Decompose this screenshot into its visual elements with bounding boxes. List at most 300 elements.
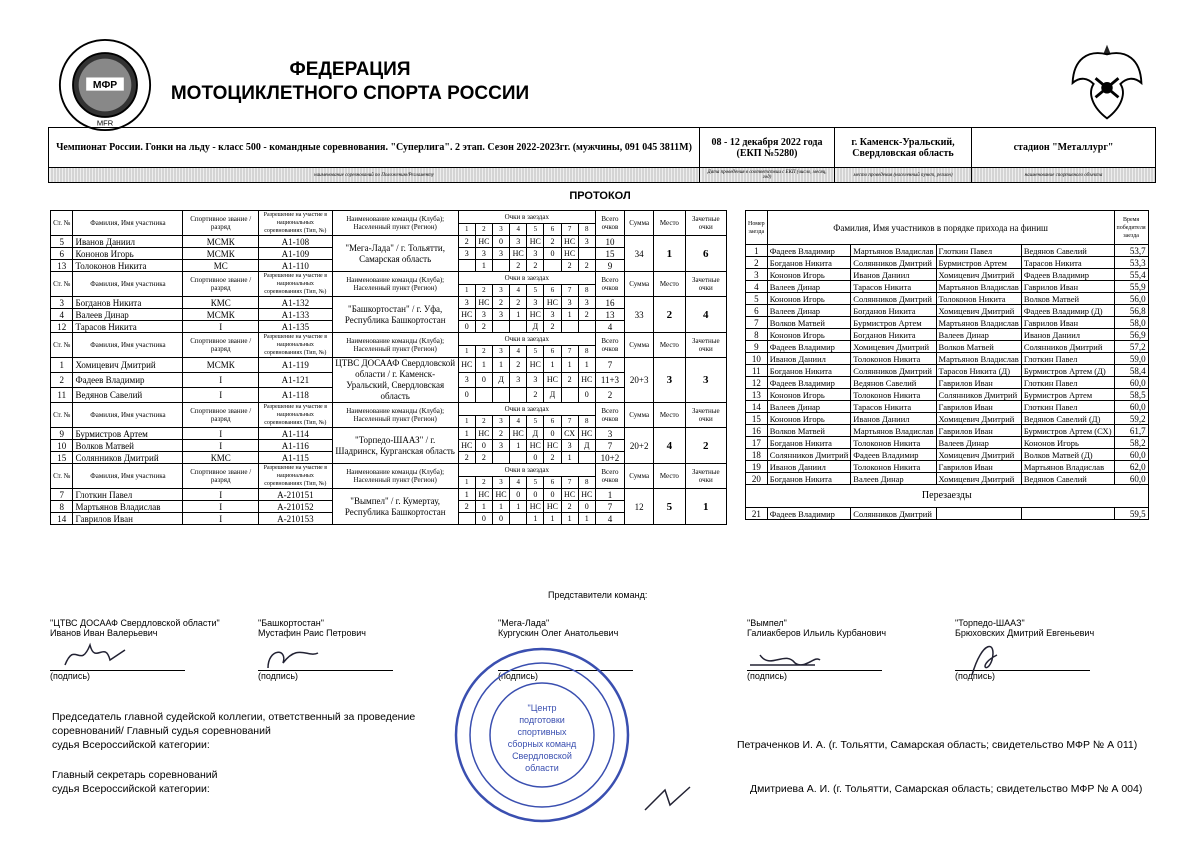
heat-points: 3	[492, 309, 509, 321]
col-name: Фамилия, Имя участника	[73, 403, 183, 428]
heat-time: 56,0	[1114, 293, 1148, 305]
heat-points: 1	[544, 513, 561, 525]
heat-points: 0	[578, 388, 595, 403]
protocol-title: ПРОТОКОЛ	[569, 190, 631, 202]
rider-license: А1-109	[259, 248, 333, 260]
event-ekp: (ЕКП №5280)	[736, 147, 798, 159]
heat-rider: Валеев Динар	[936, 329, 1021, 341]
heat-points	[458, 260, 475, 272]
official-stamp	[452, 645, 632, 825]
rider-name: Бурмистров Артем	[73, 428, 183, 440]
heat-rider: Солянников Дмитрий	[767, 449, 851, 461]
rider-row	[51, 236, 727, 248]
heat-points: 1	[527, 513, 544, 525]
heat-rider: Кононов Игорь	[1021, 437, 1114, 449]
heat-points: Д	[492, 373, 509, 388]
heat-rider: Тарасов Никита	[1021, 257, 1114, 269]
heat-points: 1	[578, 358, 595, 373]
heat-points: 2	[510, 358, 527, 373]
heat-points: 0	[544, 248, 561, 260]
heat-points: 2	[544, 452, 561, 464]
col-license: Разрешение на участие в национальных соревнованиях (Тип, №)	[259, 211, 333, 236]
heat-rider: Иванов Даниил	[851, 269, 936, 281]
event-venue: стадион "Металлург"	[972, 128, 1156, 168]
heat-points: 2	[527, 388, 544, 403]
heat-rider: Хомицевич Дмитрий	[851, 341, 936, 353]
secretary-label	[52, 768, 217, 796]
heat-points: 3	[458, 297, 475, 309]
rider-total: 2	[595, 388, 624, 403]
col-sum: Сумма	[625, 272, 654, 297]
heat-points	[492, 321, 509, 333]
heat-rider: Солянников Дмитрий	[851, 293, 936, 305]
rider-name: Богданов Никита	[73, 297, 183, 309]
heat-time: 59,0	[1114, 353, 1148, 365]
heat-num: 1	[458, 223, 475, 236]
heat-points: 1	[492, 358, 509, 373]
rider-rank: I	[183, 373, 259, 388]
heat-time: 59,2	[1114, 413, 1148, 425]
heat-points	[561, 321, 578, 333]
heat-rider: Мартьянов Владислав	[1021, 461, 1114, 473]
heat-points: 3	[475, 248, 492, 260]
heat-rider: Солянников Дмитрий	[936, 389, 1021, 401]
col-name: Фамилия, Имя участника	[73, 464, 183, 489]
svg-text:спортивных: спортивных	[517, 727, 567, 737]
heat-num: 4	[510, 284, 527, 297]
heat-points: 3	[527, 297, 544, 309]
rider-license: А1-110	[259, 260, 333, 272]
heat-rider: Толоконов Никита	[851, 437, 936, 449]
heat-rider: Фадеев Владимир	[767, 508, 851, 520]
heat-points: 3	[561, 297, 578, 309]
heat-points: 1	[561, 513, 578, 525]
signature-secretary	[640, 785, 700, 815]
emblem-eagle-icon	[1068, 40, 1146, 126]
heat-points: 2	[527, 260, 544, 272]
col-place: Место	[654, 403, 685, 428]
heat-points: НС	[544, 297, 561, 309]
heats-header-row	[746, 211, 1149, 245]
team-place: 3	[654, 358, 685, 403]
heat-num: 8	[578, 476, 595, 489]
heat-points: НС	[527, 309, 544, 321]
heat-row	[746, 257, 1149, 269]
rep-caption: (подпись)	[258, 671, 299, 681]
team-points: 4	[685, 297, 726, 333]
rep-caption: (подпись)	[498, 671, 539, 681]
team-place: 1	[654, 236, 685, 272]
heat-points: НС	[544, 501, 561, 513]
rider-name: Иванов Даниил	[73, 236, 183, 248]
heat-num: 2	[475, 345, 492, 358]
heat-points	[578, 248, 595, 260]
heat-rider: Тарасов Никита	[851, 281, 936, 293]
rider-name: Глоткин Павел	[73, 489, 183, 501]
svg-text:Свердловской: Свердловской	[512, 751, 572, 761]
rider-total: 4	[595, 513, 624, 525]
event-place: г. Каменск-Уральский, Свердловская область	[835, 128, 972, 168]
heat-rider: Иванов Даниил	[767, 353, 851, 365]
heat-num: 7	[561, 345, 578, 358]
heat-rider: Солянников Дмитрий	[1021, 341, 1114, 353]
rider-st: 5	[51, 236, 73, 248]
heat-row	[746, 353, 1149, 365]
heat-row	[746, 413, 1149, 425]
col-rank: Спортивное звание / разряд	[183, 464, 259, 489]
col-points: Очки в заездах	[458, 211, 595, 224]
heat-time: 61,7	[1114, 425, 1148, 437]
rider-total: 3	[595, 428, 624, 440]
rider-license: А-210151	[259, 489, 333, 501]
heat-points: НС	[510, 428, 527, 440]
heat-points: 2	[458, 452, 475, 464]
team-name: "Торпедо-ШААЗ" / г. Шадринск, Курганская область	[332, 428, 458, 464]
heat-time: 60,0	[1114, 449, 1148, 461]
rider-license: А1-132	[259, 297, 333, 309]
heat-row	[746, 389, 1149, 401]
rep-person: Иванов Иван Валерьевич	[50, 628, 158, 638]
heat-num: 1	[458, 415, 475, 428]
rider-name: Мартьянов Владислав	[73, 501, 183, 513]
rider-license: А1-119	[259, 358, 333, 373]
heat-points: 2	[492, 428, 509, 440]
heat-points: 2	[561, 373, 578, 388]
rider-rank: МСМК	[183, 309, 259, 321]
heat-row	[746, 365, 1149, 377]
heat-rider: Валеев Динар	[767, 401, 851, 413]
heat-time: 60,0	[1114, 401, 1148, 413]
event-date-range: 08 - 12 декабря 2022 года	[711, 136, 823, 148]
heat-points: 2	[561, 260, 578, 272]
heat-points: НС	[475, 236, 492, 248]
rep-team: "ЦТВС ДОСААФ Свердловской области"	[50, 618, 220, 628]
col-total: Всего очков	[595, 211, 624, 236]
team-name: "Башкортостан" / г. Уфа, Республика Башкортостан	[332, 297, 458, 333]
heat-rider: Фадеев Владимир	[767, 341, 851, 353]
rider-row	[51, 358, 727, 373]
heat-rider: Гаврилов Иван	[936, 377, 1021, 389]
team-header-row	[51, 403, 727, 416]
heat-points: 1	[510, 440, 527, 452]
rider-st: 6	[51, 248, 73, 260]
col-team: Наименование команды (Клуба); Населенный пункт (Регион)	[332, 464, 458, 489]
rep-caption: (подпись)	[955, 671, 996, 681]
heat-num: 1	[458, 476, 475, 489]
rep-team: "Башкортостан"	[258, 618, 324, 628]
col-total: Всего очков	[595, 333, 624, 358]
heat-points: 2	[510, 260, 527, 272]
heat-number: 3	[746, 269, 768, 281]
team-header-row	[51, 333, 727, 346]
heat-rider: Валеев Динар	[767, 305, 851, 317]
heat-points	[561, 388, 578, 403]
rep-person: Галиакберов Ильиль Курбанович	[747, 628, 887, 638]
heat-number: 14	[746, 401, 768, 413]
heat-points: 0	[527, 452, 544, 464]
rider-st: 3	[51, 297, 73, 309]
heat-num: 1	[458, 284, 475, 297]
heat-rider: Толоконов Никита	[851, 389, 936, 401]
rider-license: А1-114	[259, 428, 333, 440]
rider-rank: МСМК	[183, 236, 259, 248]
rider-total: 7	[595, 501, 624, 513]
heat-points: НС	[458, 440, 475, 452]
rep-team: "Торпедо-ШААЗ"	[955, 618, 1025, 628]
heat-points: НС	[578, 489, 595, 501]
team-header-row	[51, 211, 727, 224]
heat-rider: Хомицевич Дмитрий	[936, 305, 1021, 317]
heat-points: 2	[492, 297, 509, 309]
heat-number: 10	[746, 353, 768, 365]
heat-rider: Солянников Дмитрий	[851, 508, 936, 520]
heat-rider: Солянников Дмитрий	[851, 365, 936, 377]
heat-num: 2	[475, 476, 492, 489]
rider-name: Ведянов Савелий	[73, 388, 183, 403]
col-sum: Сумма	[625, 403, 654, 428]
heat-points: НС	[527, 440, 544, 452]
rider-rank: I	[183, 321, 259, 333]
heat-points: СХ	[561, 428, 578, 440]
heat-number: 2	[746, 257, 768, 269]
chief-judge-name: Петраченков И. А. (г. Тольятти, Самарская область; свидетельство МФР № А 011)	[737, 739, 1138, 751]
heat-rider: Бурмистров Артем (СХ)	[1021, 425, 1114, 437]
heat-points	[492, 260, 509, 272]
chief-judge-label-line2: соревнований/ Главный судья соревнований	[52, 725, 271, 737]
col-team-points: Зачетные очки	[685, 403, 726, 428]
event-dates-caption: Дата проведения в соответствии с ЕКП (число, месяц, год)	[700, 168, 835, 183]
heat-row	[746, 449, 1149, 461]
rider-rank: I	[183, 501, 259, 513]
col-st: Ст. №	[51, 403, 73, 428]
rider-rank: МС	[183, 260, 259, 272]
heat-points: 3	[458, 248, 475, 260]
heat-points: 1	[458, 489, 475, 501]
heat-points: 3	[578, 236, 595, 248]
rider-rank: I	[183, 388, 259, 403]
heat-rider: Глоткин Павел	[1021, 401, 1114, 413]
signature-2	[258, 638, 328, 678]
rider-license: А-210152	[259, 501, 333, 513]
heat-num: 6	[544, 415, 561, 428]
rider-total: 15	[595, 248, 624, 260]
col-team: Наименование команды (Клуба); Населенный пункт (Регион)	[332, 333, 458, 358]
heat-points: 0	[475, 373, 492, 388]
heat-points: 2	[458, 501, 475, 513]
svg-text:МФР: МФР	[92, 79, 118, 91]
heat-points	[475, 388, 492, 403]
heat-number: 17	[746, 437, 768, 449]
heat-number: 9	[746, 341, 768, 353]
col-name: Фамилия, Имя участника	[73, 211, 183, 236]
heat-points: НС	[458, 358, 475, 373]
col-sum: Сумма	[625, 464, 654, 489]
heat-points: 1	[578, 513, 595, 525]
heat-points: 1	[561, 358, 578, 373]
heat-number: 20	[746, 473, 768, 485]
rider-license: А1-115	[259, 452, 333, 464]
team-points: 2	[685, 428, 726, 464]
secretary-label-line2: судья Всероссийской категории:	[52, 783, 210, 795]
heat-rider: Кононов Игорь	[767, 293, 851, 305]
heat-rider: Хомицевич Дмитрий	[936, 413, 1021, 425]
rider-name: Солянников Дмитрий	[73, 452, 183, 464]
heat-num: 3	[492, 223, 509, 236]
heat-rider: Тарасов Никита	[851, 401, 936, 413]
heat-points	[510, 513, 527, 525]
team-points: 6	[685, 236, 726, 272]
col-points: Очки в заездах	[458, 333, 595, 346]
federation-title	[150, 58, 550, 106]
heat-points: 3	[527, 373, 544, 388]
heat-rider: Мартьянов Владислав	[936, 281, 1021, 293]
col-heat: Номер заезда	[746, 211, 768, 245]
heat-points: 1	[510, 501, 527, 513]
heat-num: 8	[578, 284, 595, 297]
col-team: Наименование команды (Клуба); Населенный пункт (Регион)	[332, 211, 458, 236]
heats-table	[745, 210, 1149, 520]
heat-time: 56,9	[1114, 329, 1148, 341]
heat-num: 6	[544, 476, 561, 489]
heat-row	[746, 317, 1149, 329]
rep-person: Брюховских Дмитрий Евгеньевич	[955, 628, 1095, 638]
heat-points: НС	[561, 489, 578, 501]
rider-license: А1-118	[259, 388, 333, 403]
team-place: 5	[654, 489, 685, 525]
heat-points: НС	[544, 373, 561, 388]
rider-rank: I	[183, 489, 259, 501]
heat-points: 3	[527, 248, 544, 260]
heat-row	[746, 437, 1149, 449]
heat-num: 5	[527, 415, 544, 428]
heat-num: 3	[492, 345, 509, 358]
rep-person: Мустафин Раис Петрович	[258, 628, 366, 638]
heat-rider: Богданов Никита	[767, 365, 851, 377]
heat-points	[544, 260, 561, 272]
heat-row	[746, 425, 1149, 437]
team-header-row	[51, 272, 727, 285]
secretary-name: Дмитриева А. И. (г. Тольятти, Самарская область; свидетельство МФР № А 004)	[750, 783, 1143, 795]
heat-num: 8	[578, 345, 595, 358]
col-team: Наименование команды (Клуба); Населенный пункт (Регион)	[332, 403, 458, 428]
heat-number: 11	[746, 365, 768, 377]
rep-person: Кургускин Олег Анатольевич	[498, 628, 619, 638]
heat-num: 7	[561, 476, 578, 489]
heat-rider: Ведянов Савелий (Д)	[1021, 413, 1114, 425]
signature-4	[745, 645, 825, 675]
chief-judge-label	[52, 710, 415, 752]
heat-num: 8	[578, 223, 595, 236]
heat-points: 2	[475, 452, 492, 464]
heat-points: 1	[561, 452, 578, 464]
rider-license: А1-135	[259, 321, 333, 333]
heat-time: 58,0	[1114, 317, 1148, 329]
col-names: Фамилия, Имя участников в порядке прихода на финиш	[767, 211, 1114, 245]
team-place: 2	[654, 297, 685, 333]
col-team: Наименование команды (Клуба); Населенный пункт (Регион)	[332, 272, 458, 297]
col-points: Очки в заездах	[458, 464, 595, 477]
rider-total: 1	[595, 489, 624, 501]
heat-rider: Валеев Динар	[936, 437, 1021, 449]
heat-num: 5	[527, 223, 544, 236]
col-st: Ст. №	[51, 211, 73, 236]
heat-points: 2	[544, 236, 561, 248]
heat-rider: Богданов Никита	[851, 329, 936, 341]
heat-rider: Глоткин Павел	[936, 245, 1021, 257]
heat-rider: Богданов Никита	[851, 305, 936, 317]
heat-num: 4	[510, 415, 527, 428]
heat-points: НС	[578, 428, 595, 440]
heat-points: НС	[458, 309, 475, 321]
rider-rank: КМС	[183, 297, 259, 309]
heat-number: 15	[746, 413, 768, 425]
col-team-points: Зачетные очки	[685, 272, 726, 297]
heat-time: 57,2	[1114, 341, 1148, 353]
heat-number: 8	[746, 329, 768, 341]
col-total: Всего очков	[595, 403, 624, 428]
col-sum: Сумма	[625, 211, 654, 236]
rider-total: 7	[595, 358, 624, 373]
rider-rank: КМС	[183, 452, 259, 464]
heat-rider: Волков Матвей	[1021, 293, 1114, 305]
heat-points: 3	[561, 440, 578, 452]
heat-points: Д	[527, 428, 544, 440]
heat-rider: Гаврилов Иван	[1021, 317, 1114, 329]
team-sum: 20+2	[625, 428, 654, 464]
rider-st: 4	[51, 309, 73, 321]
heat-points: 1	[544, 358, 561, 373]
heat-rider: Солянников Дмитрий	[851, 257, 936, 269]
rider-total: 7	[595, 440, 624, 452]
heat-rider: Гаврилов Иван	[936, 425, 1021, 437]
heat-rider: Валеев Динар	[767, 281, 851, 293]
heat-rider: Толоконов Никита	[851, 461, 936, 473]
chief-judge-label-line1: Председатель главной судейской коллегии, ответственный за проведение	[52, 711, 416, 723]
heat-points: НС	[527, 358, 544, 373]
rider-license: А1-133	[259, 309, 333, 321]
rider-name: Волков Матвей	[73, 440, 183, 452]
heat-number: 19	[746, 461, 768, 473]
rider-license: А1-121	[259, 373, 333, 388]
heat-time: 53,7	[1114, 245, 1148, 257]
col-place: Место	[654, 272, 685, 297]
rider-name: Толоконов Никита	[73, 260, 183, 272]
heat-points: 0	[544, 428, 561, 440]
heat-num: 2	[475, 284, 492, 297]
heat-rider: Мартьянов Владислав	[936, 353, 1021, 365]
rider-st: 12	[51, 321, 73, 333]
rider-total: 16	[595, 297, 624, 309]
heat-points: 2	[578, 309, 595, 321]
heat-rider: Мартьянов Владислав	[851, 425, 936, 437]
heat-row	[746, 341, 1149, 353]
team-name: ЦТВС ДОСААФ Свердловской области / г. Каменск-Уральский, Свердловская область	[332, 358, 458, 403]
heat-time: 58,5	[1114, 389, 1148, 401]
heat-rider: Хомицевич Дмитрий	[936, 473, 1021, 485]
rider-total: 11+3	[595, 373, 624, 388]
heat-rider: Хомицевич Дмитрий	[936, 269, 1021, 281]
heat-rider: Ведянов Савелий	[1021, 473, 1114, 485]
heat-rider: Глоткин Павел	[1021, 377, 1114, 389]
heat-points: НС	[510, 248, 527, 260]
heat-points: 3	[492, 440, 509, 452]
heat-rider	[936, 508, 1021, 520]
rep-team: "Мега-Лада"	[498, 618, 550, 628]
heat-points: 1	[475, 260, 492, 272]
heat-points: НС	[527, 501, 544, 513]
heat-rider: Гаврилов Иван	[936, 461, 1021, 473]
heat-number: 18	[746, 449, 768, 461]
